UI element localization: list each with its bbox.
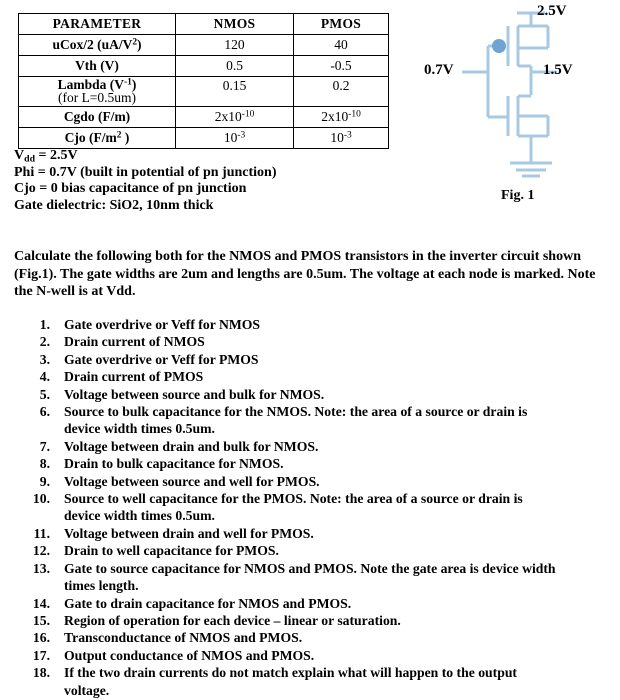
param-pmos-ucox: 40 — [294, 35, 389, 56]
question-number: 14. — [32, 595, 50, 611]
param-name-cgdo: Cgdo (F/m) — [19, 106, 176, 127]
question-item — [14, 647, 610, 664]
table-row — [19, 127, 389, 148]
question-text-continuation: device width times 0.5um. — [64, 508, 215, 524]
question-text: Gate to drain capacitance for NMOS and PMOS. — [64, 595, 352, 611]
supply-voltage-label: 2.5V — [537, 3, 567, 19]
question-number: 5. — [39, 386, 50, 402]
param-pmos-cjo: $10^{-3}$ — [294, 127, 389, 148]
param-pmos-lambda: 0.2 — [294, 77, 389, 107]
question-number: 3. — [39, 351, 50, 367]
question-text: Drain current of NMOS — [64, 334, 205, 350]
param-pmos-vth: -0.5 — [294, 56, 389, 77]
question-item — [14, 542, 610, 559]
inverter-circuit-figure — [400, 0, 620, 215]
question-item — [14, 333, 610, 350]
param-nmos-vth: 0.5 — [176, 56, 294, 77]
question-text: Voltage between drain and well for PMOS. — [64, 525, 314, 541]
instructions-paragraph: Calculate the following both for the NMOS and PMOS transistors in the inverter circuit shown (Fig.1). The gate widths are 2um and lengths are 0.5um. The voltage at each node is marked. Note the N-well is at Vdd. — [14, 249, 596, 299]
column-header-nmos: NMOS — [176, 14, 294, 35]
note-vdd: $V_{dd} = 2.5V$ — [14, 148, 78, 165]
question-item — [14, 386, 610, 403]
question-text: Region of operation for each device – linear or saturation. — [64, 612, 401, 628]
question-item — [14, 316, 610, 333]
param-nmos-cjo: $10^{-3}$ — [176, 127, 294, 148]
question-list — [14, 316, 610, 699]
param-name-vth: Vth (V) — [19, 56, 176, 77]
question-text: Voltage between source and well for PMOS. — [64, 473, 320, 489]
question-text-continuation: times length. — [64, 578, 139, 594]
question-item — [14, 351, 610, 368]
question-item — [14, 595, 610, 612]
question-number: 10. — [32, 491, 50, 507]
question-item — [14, 438, 610, 455]
note-gate-dielectric: Gate dielectric: SiO2, 10nm thick — [14, 197, 214, 213]
question-number: 7. — [39, 438, 50, 454]
question-number: 11. — [33, 525, 50, 541]
note-phi: Phi = 0.7V (built in potential of pn junction) — [14, 164, 277, 180]
param-nmos-ucox: 120 — [176, 35, 294, 56]
question-item — [14, 473, 610, 490]
question-text: Drain current of PMOS — [64, 369, 204, 385]
question-number: 9. — [39, 473, 50, 489]
question-text: Voltage between drain and bulk for NMOS. — [64, 438, 319, 454]
cmos-inverter-schematic — [400, 0, 620, 215]
output-voltage-label: 1.5V — [543, 62, 573, 78]
column-header-parameter: PARAMETER — [19, 14, 176, 35]
table-row — [19, 106, 389, 127]
question-item — [14, 455, 610, 472]
question-item — [14, 368, 610, 385]
question-text: Gate overdrive or Veff for PMOS — [64, 351, 259, 367]
question-item — [14, 664, 610, 699]
question-text-continuation: voltage. — [64, 682, 110, 698]
question-text: Gate overdrive or Veff for NMOS — [64, 317, 261, 332]
question-number: 16. — [32, 630, 50, 646]
question-number: 15. — [32, 612, 50, 628]
question-item — [14, 403, 610, 438]
question-number: 13. — [32, 560, 50, 576]
question-number: 8. — [39, 456, 50, 472]
param-nmos-lambda: 0.15 — [176, 77, 294, 107]
param-name-ucox: uCox/2 $(uA/V^2)$ — [19, 35, 176, 56]
question-number: 1. — [39, 317, 50, 332]
question-number: 18. — [32, 665, 50, 681]
parameter-table — [18, 13, 389, 149]
param-name-lambda-note: (for L=0.5um) — [57, 89, 137, 105]
question-item — [14, 629, 610, 646]
parameter-notes — [14, 148, 277, 214]
question-number: 2. — [39, 334, 50, 350]
question-text: Source to bulk capacitance for the NMOS. Note: the area of a source or drain is — [64, 404, 528, 420]
param-nmos-cgdo: $2x10^{-10}$ — [176, 106, 294, 127]
question-item — [14, 612, 610, 629]
question-text-continuation: device width times 0.5um. — [64, 421, 215, 437]
question-item — [14, 525, 610, 542]
question-number: 12. — [32, 543, 50, 559]
question-text: Transconductance of NMOS and PMOS. — [64, 630, 303, 646]
question-item — [14, 560, 610, 595]
figure-caption: Fig. 1 — [501, 188, 535, 203]
question-text: Drain to bulk capacitance for NMOS. — [64, 456, 284, 472]
question-number: 17. — [32, 647, 50, 663]
pmos-inversion-bubble — [492, 39, 506, 53]
column-header-pmos: PMOS — [294, 14, 389, 35]
note-cjo: Cjo = 0 bias capacitance of pn junction — [14, 181, 247, 197]
param-pmos-cgdo: $2x10^{-10}$ — [294, 106, 389, 127]
question-text: If the two drain currents do not match explain what will happen to the output — [64, 665, 517, 681]
param-name-lambda: Lambda $(V^{-1})$ (for L=0.5um) — [19, 77, 176, 107]
question-item — [14, 490, 610, 525]
question-text: Source to well capacitance for the PMOS. Note: the area of a source or drain is — [64, 491, 523, 507]
table-row — [19, 56, 389, 77]
table-row — [19, 35, 389, 56]
table-row — [19, 77, 389, 107]
input-voltage-label: 0.7V — [424, 62, 454, 78]
question-number: 4. — [39, 369, 50, 385]
question-text: Voltage between source and bulk for NMOS. — [64, 386, 325, 402]
question-text: Gate to source capacitance for NMOS and PMOS. Note the gate area is device width — [64, 560, 556, 576]
question-number: 6. — [39, 404, 50, 420]
table-header-row — [19, 14, 389, 35]
parameter-table-container — [18, 13, 373, 149]
question-text: Output conductance of NMOS and PMOS. — [64, 647, 315, 663]
question-text: Drain to well capacitance for PMOS. — [64, 543, 279, 559]
param-name-cjo: Cjo ($F/m^2$ ) — [19, 127, 176, 148]
